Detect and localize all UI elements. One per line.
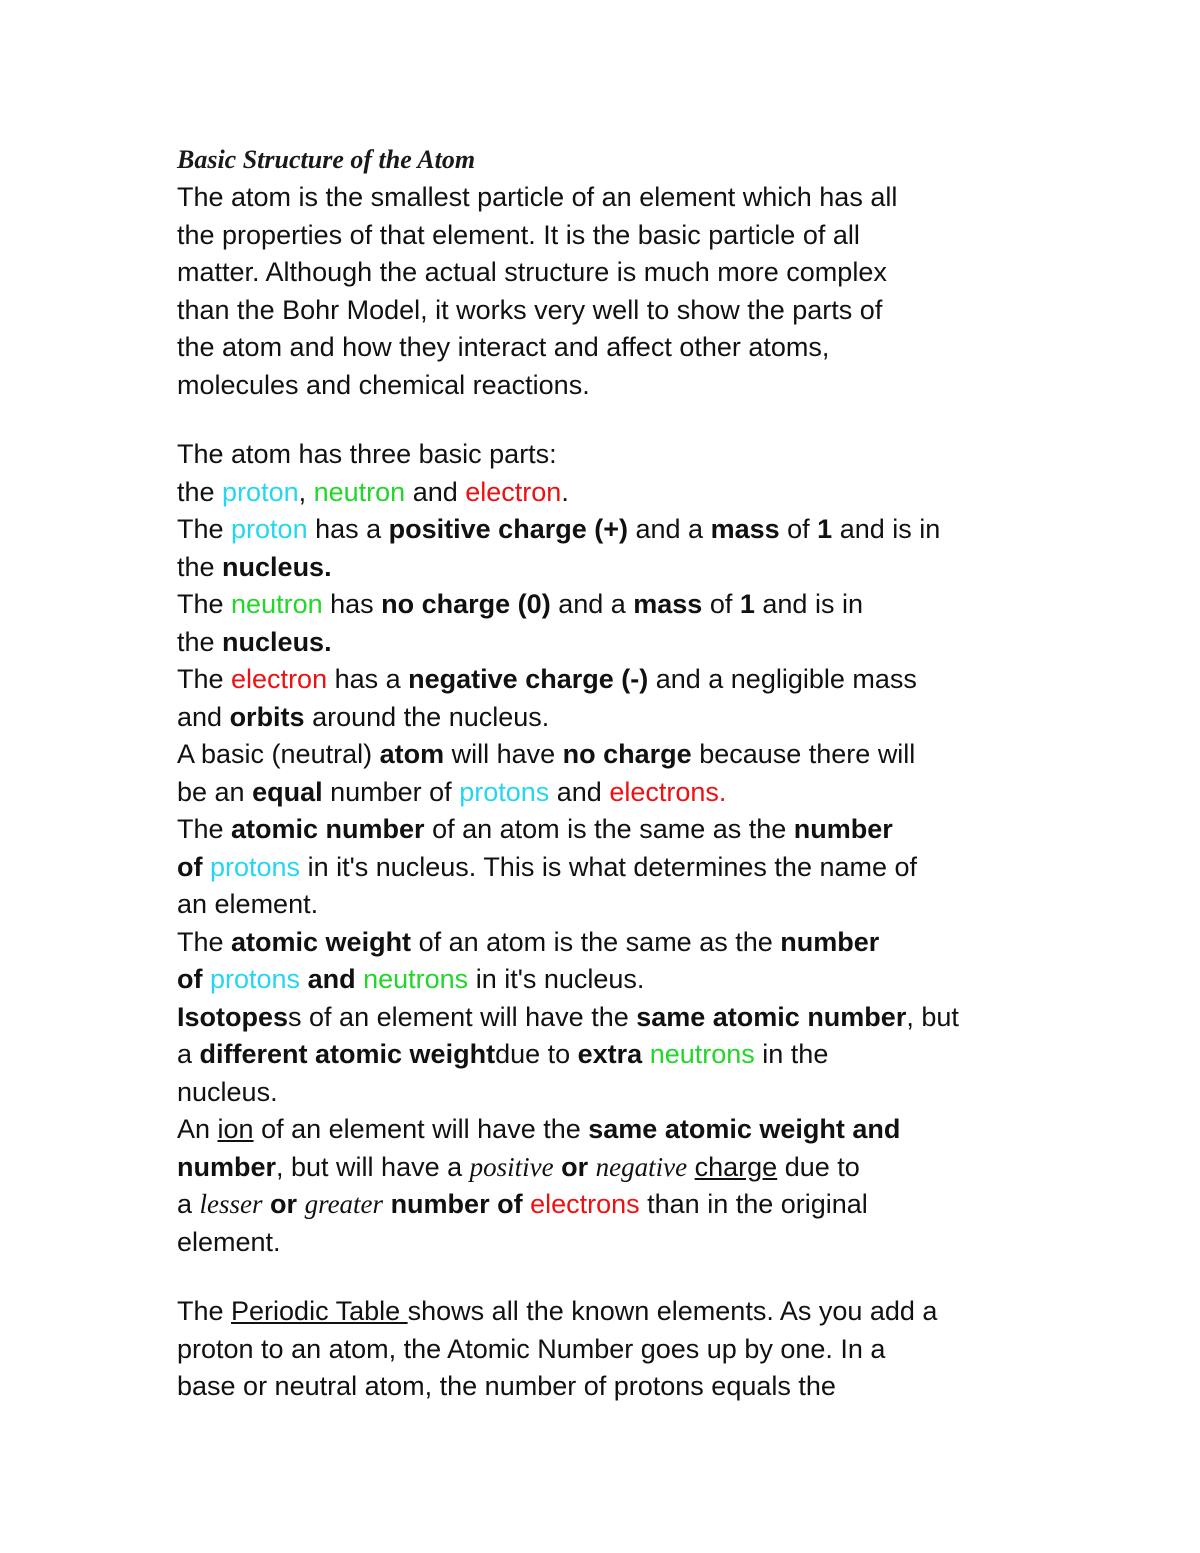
document-page bbox=[177, 141, 1037, 1406]
nucleus-term: nucleus. bbox=[222, 626, 332, 657]
ion-line: element. bbox=[177, 1226, 281, 1257]
proton-line: the nucleus. bbox=[177, 551, 332, 582]
atomic-number-line: of protons in it's nucleus. This is what determines the name of bbox=[177, 851, 918, 882]
intro-line: matter. Although the actual structure is much more complex bbox=[177, 257, 887, 287]
charge-link[interactable]: charge bbox=[694, 1151, 778, 1182]
periodic-table-line: The Periodic Table shows all the known elements. As you add a bbox=[177, 1296, 938, 1326]
proton-line: The proton has a positive charge (+) and a mass of 1 and is in bbox=[177, 514, 941, 544]
intro-line: than the Bohr Model, it works very well to show the parts of bbox=[177, 294, 883, 325]
neutron-line: The neutron has no charge (0) and a mass of 1 and is in bbox=[177, 589, 863, 619]
electron-term: electron bbox=[465, 476, 562, 507]
atomic-weight-term: atomic weight bbox=[231, 926, 412, 957]
isotopes-line: nucleus. bbox=[177, 1076, 278, 1107]
ion-line: number, but will have a positive or negative charge due to bbox=[177, 1151, 860, 1182]
atomic-number-line: The atomic number of an atom is the same as the number bbox=[177, 814, 893, 844]
electron-line: The electron has a negative charge (-) and a negligible mass bbox=[177, 664, 917, 694]
parts-list-line: the proton, neutron and electron. bbox=[177, 476, 569, 507]
electron-term: electron bbox=[231, 664, 328, 694]
neutron-term: neutron bbox=[313, 476, 406, 507]
proton-term: proton bbox=[231, 514, 308, 544]
page-title: Basic Structure of the Atom bbox=[177, 145, 476, 174]
intro-line: the properties of that element. It is the basic particle of all bbox=[177, 219, 860, 250]
positive-charge-term: positive charge (+) bbox=[388, 514, 628, 544]
paragraph-gap bbox=[177, 404, 1037, 436]
atomic-weight-line: The atomic weight of an atom is the same as the number bbox=[177, 926, 880, 957]
proton-term: proton bbox=[222, 476, 299, 507]
neutron-term: neutron bbox=[231, 589, 323, 619]
parts-intro: The atom has three basic parts: bbox=[177, 439, 557, 469]
ion-line: An ion of an element will have the same atomic weight and bbox=[177, 1114, 901, 1144]
isotopes-line: Isotopess of an element will have the same atomic number, but bbox=[177, 1001, 959, 1032]
periodic-table-line: base or neutral atom, the number of protons equals the bbox=[177, 1371, 836, 1401]
electron-line: and orbits around the nucleus. bbox=[177, 701, 550, 732]
proton-term: protons bbox=[210, 851, 301, 882]
proton-term: protons bbox=[459, 776, 550, 807]
isotopes-term: Isotopes bbox=[177, 1001, 289, 1032]
proton-term: protons bbox=[210, 964, 301, 994]
neutral-atom-line: A basic (neutral) atom will have no charge because there will bbox=[177, 739, 916, 769]
periodic-table-link[interactable]: Periodic Table bbox=[231, 1296, 408, 1326]
isotopes-line: a different atomic weightdue to extra neutrons in the bbox=[177, 1039, 829, 1069]
atomic-number-term: atomic number bbox=[231, 814, 425, 844]
electron-term: electrons. bbox=[609, 776, 727, 807]
atomic-weight-line: of protons and neutrons in it's nucleus. bbox=[177, 964, 645, 994]
neutron-line: the nucleus. bbox=[177, 626, 332, 657]
negative-charge-term: negative charge (-) bbox=[408, 664, 649, 694]
no-charge-term: no charge (0) bbox=[381, 589, 551, 619]
ion-link[interactable]: ion bbox=[217, 1114, 254, 1144]
intro-line: the atom and how they interact and affect other atoms, bbox=[177, 332, 830, 362]
paragraph-gap bbox=[177, 1261, 1037, 1293]
ion-line: a lesser or greater number of electrons than in the original bbox=[177, 1189, 868, 1219]
nucleus-term: nucleus. bbox=[222, 551, 332, 582]
neutron-term: neutrons bbox=[363, 964, 469, 994]
electron-term: electrons bbox=[530, 1189, 640, 1219]
atomic-number-line: an element. bbox=[177, 889, 319, 919]
intro-line: The atom is the smallest particle of an element which has all bbox=[177, 182, 898, 212]
neutral-atom-line: be an equal number of protons and electrons. bbox=[177, 776, 727, 807]
periodic-table-line: proton to an atom, the Atomic Number goes up by one. In a bbox=[177, 1333, 886, 1364]
intro-line: molecules and chemical reactions. bbox=[177, 369, 590, 400]
neutron-term: neutrons bbox=[649, 1039, 755, 1069]
